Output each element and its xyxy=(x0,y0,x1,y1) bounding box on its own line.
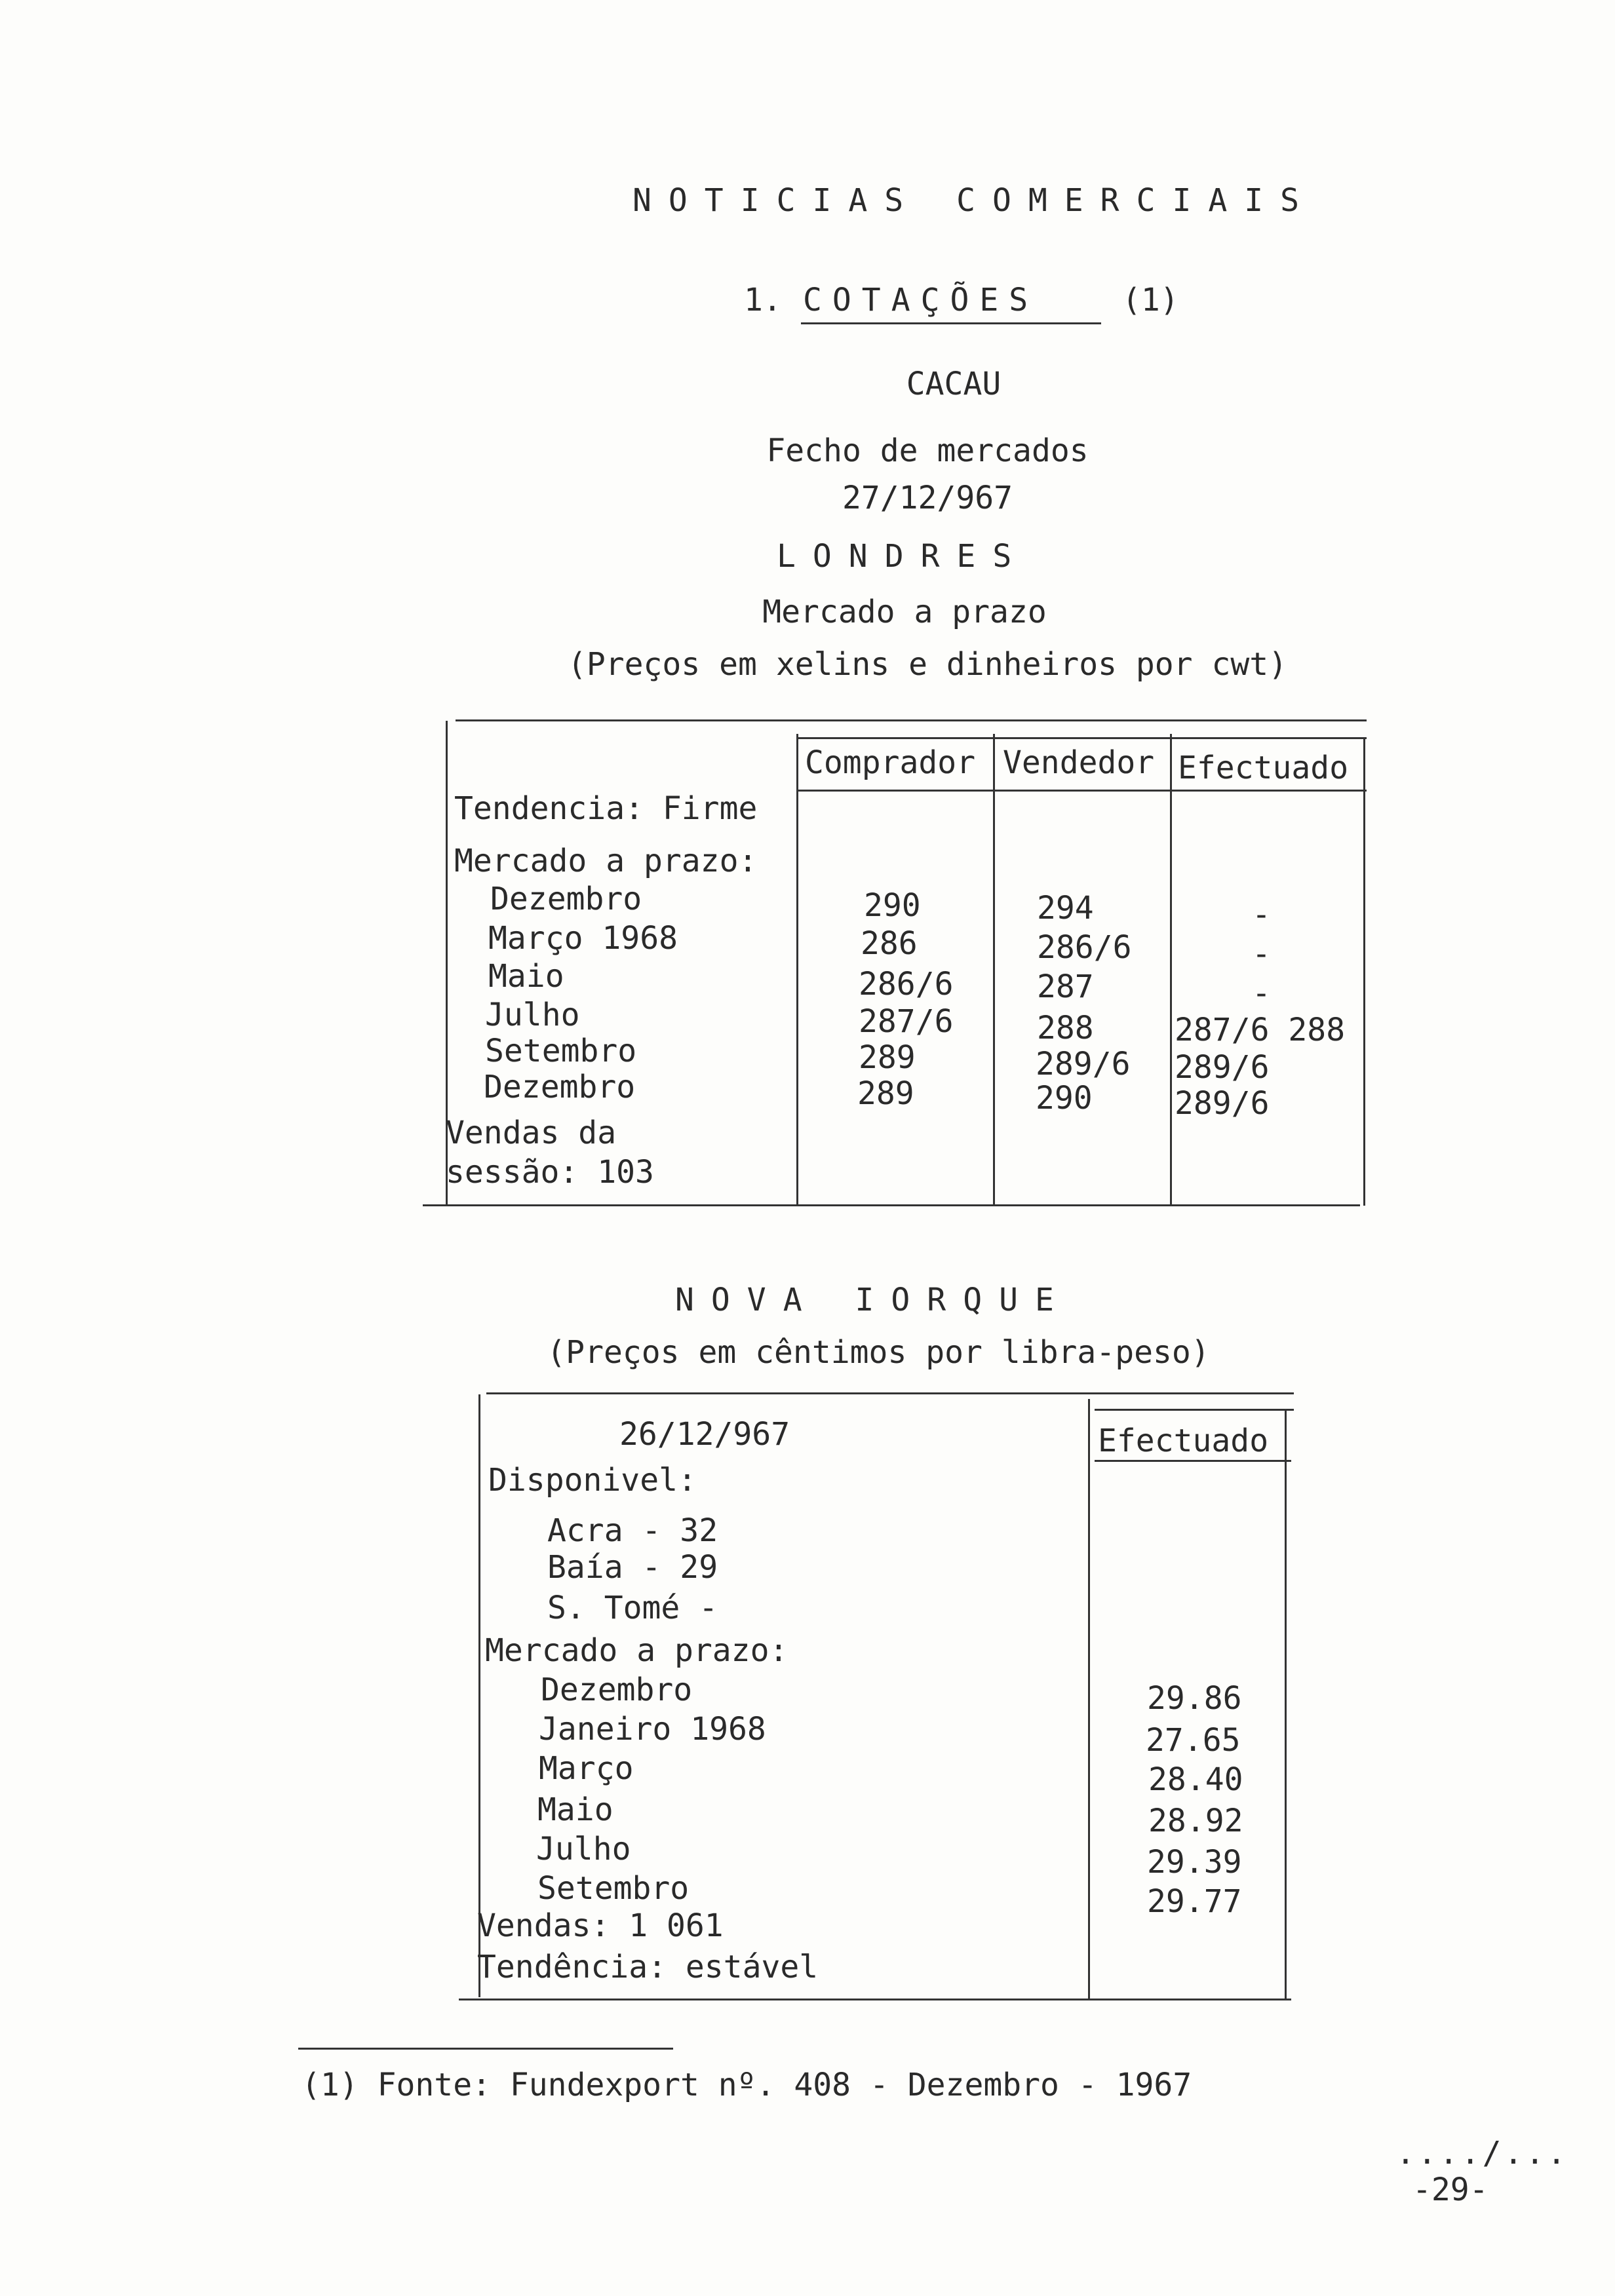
london-row-seller: 286/6 xyxy=(1037,929,1132,966)
ny-row-month: Janeiro 1968 xyxy=(539,1711,766,1748)
london-sales-line-2: sessão: 103 xyxy=(446,1154,654,1191)
footnote-rule xyxy=(298,2048,673,2050)
london-right-border xyxy=(1363,737,1365,1206)
ny-row-month: Dezembro xyxy=(541,1672,693,1708)
ny-spot-label: Disponivel: xyxy=(488,1462,697,1499)
london-row-seller: 287 xyxy=(1037,968,1094,1005)
london-heading: LONDRES xyxy=(777,538,1029,575)
ny-units: (Preços em cêntimos por libra-peso) xyxy=(547,1334,1210,1371)
ny-col-done: Efectuado xyxy=(1098,1423,1269,1459)
london-row-done: 289/6 xyxy=(1175,1049,1270,1086)
ny-row-done: 29.86 xyxy=(1147,1680,1242,1717)
london-row-month: Setembro xyxy=(485,1033,637,1069)
london-col-seller: Vendedor xyxy=(1003,744,1155,781)
london-row-buyer: 286 xyxy=(861,925,918,962)
ny-sales: Vendas: 1 061 xyxy=(477,1907,724,1944)
london-row-buyer: 286/6 xyxy=(859,966,954,1003)
ny-row-month: Julho xyxy=(536,1831,631,1867)
ny-spot-item: Acra - 32 xyxy=(547,1512,718,1549)
london-divider-1 xyxy=(796,734,798,1206)
ny-row-done: 29.39 xyxy=(1147,1844,1242,1881)
london-row-seller: 294 xyxy=(1037,890,1094,927)
london-row-buyer: 289 xyxy=(857,1075,914,1112)
london-row-buyer: 287/6 xyxy=(859,1003,954,1040)
london-row-buyer: 289 xyxy=(859,1039,916,1076)
ny-row-done: 29.77 xyxy=(1147,1883,1242,1920)
ny-right-border xyxy=(1285,1409,1287,1999)
ny-table-bottom-rule xyxy=(459,1999,1291,2000)
london-trend: Tendencia: Firme xyxy=(454,790,758,827)
london-row-done: - xyxy=(1252,896,1271,933)
continuation-mark: ..../... xyxy=(1396,2135,1569,2172)
london-row-done: - xyxy=(1252,936,1271,972)
ny-trend: Tendência: estável xyxy=(477,1949,819,1985)
closing-label: Fecho de mercados xyxy=(766,432,1089,469)
london-market: Mercado a prazo xyxy=(762,594,1047,630)
london-units: (Preços em xelins e dinheiros por cwt) xyxy=(567,646,1288,683)
ny-header-top-rule xyxy=(1095,1409,1294,1411)
closing-date: 27/12/967 xyxy=(842,480,1013,516)
ny-header-bottom-rule xyxy=(1095,1460,1291,1462)
ny-left-border xyxy=(478,1394,480,1997)
london-col-buyer: Comprador xyxy=(805,744,976,781)
london-row-month: Dezembro xyxy=(484,1069,636,1105)
ny-row-month: Março xyxy=(539,1750,634,1787)
ny-row-done: 27.65 xyxy=(1146,1722,1241,1759)
london-row-seller: 288 xyxy=(1037,1010,1094,1046)
london-row-seller: 289/6 xyxy=(1036,1046,1131,1082)
ny-heading: NOVA IORQUE xyxy=(675,1282,1071,1318)
london-market-label: Mercado a prazo: xyxy=(454,843,758,879)
london-row-buyer: 290 xyxy=(864,887,921,924)
london-header-top-rule xyxy=(796,737,1367,739)
london-row-month: Maio xyxy=(488,958,564,995)
ny-row-month: Setembro xyxy=(537,1870,690,1907)
ny-spot-item: S. Tomé - xyxy=(547,1590,718,1626)
ny-table-top-rule xyxy=(486,1392,1294,1394)
london-row-month: Julho xyxy=(485,997,580,1033)
section-title: COTAÇÕES xyxy=(803,282,1039,318)
ny-row-done: 28.40 xyxy=(1148,1761,1243,1798)
london-divider-3 xyxy=(1170,734,1172,1206)
section-note-ref: (1) xyxy=(1122,282,1179,318)
london-col-done: Efectuado xyxy=(1178,750,1349,786)
page-heading: NOTICIAS COMERCIAIS xyxy=(632,182,1317,219)
page-number: -29- xyxy=(1412,2172,1489,2208)
commodity-label: CACAU xyxy=(906,366,1002,402)
ny-divider xyxy=(1088,1399,1090,1999)
section-number: 1. xyxy=(744,282,782,318)
ny-row-month: Maio xyxy=(537,1791,613,1828)
london-divider-2 xyxy=(993,734,995,1206)
ny-row-done: 28.92 xyxy=(1148,1803,1243,1839)
london-row-done: 289/6 xyxy=(1175,1085,1270,1122)
london-row-month: Dezembro xyxy=(490,881,642,917)
london-table-bottom-rule xyxy=(423,1204,1360,1206)
footnote: (1) Fonte: Fundexport nº. 408 - Dezembro - 1967 xyxy=(302,2067,1192,2103)
london-header-bottom-rule xyxy=(796,790,1367,792)
section-title-underline xyxy=(801,322,1101,324)
london-row-done: 287/6 288 xyxy=(1175,1012,1346,1048)
ny-market-label: Mercado a prazo: xyxy=(485,1632,788,1669)
london-row-seller: 290 xyxy=(1036,1080,1093,1117)
london-sales-line-1: Vendas da xyxy=(446,1115,617,1151)
london-row-done: - xyxy=(1252,975,1271,1012)
ny-spot-item: Baía - 29 xyxy=(547,1549,718,1586)
ny-date: 26/12/967 xyxy=(619,1416,790,1453)
london-row-month: Março 1968 xyxy=(488,920,678,957)
london-table-top-rule xyxy=(456,719,1367,721)
